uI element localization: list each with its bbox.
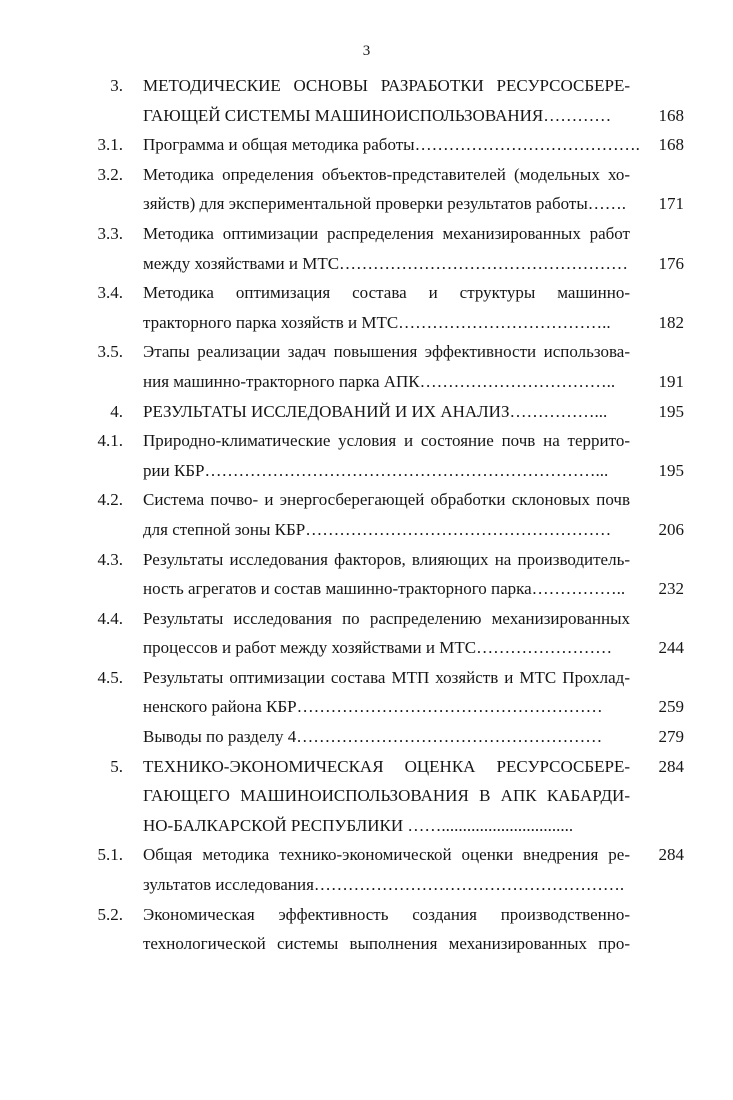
- toc-entry-title-line: Результаты исследования факторов, влияющих на производитель-: [143, 549, 630, 569]
- toc-entry-title-line: Экономическая эффективность создания производственно-: [143, 904, 630, 924]
- toc-entry-4[interactable]: [0, 397, 733, 427]
- toc-entry-4-1[interactable]: [0, 426, 733, 485]
- toc-entry-page: 168: [658, 105, 684, 125]
- toc-entry-page: 232: [658, 579, 684, 599]
- toc-entry-page: 284: [658, 845, 684, 865]
- toc-entry-number: 3.: [110, 76, 123, 95]
- toc-entry-5-2[interactable]: [0, 900, 733, 959]
- toc-entry-title-line: зультатов исследования……………………………………………….: [143, 875, 625, 895]
- toc-entry-3-4[interactable]: [0, 278, 733, 337]
- toc-entry-page: 195: [658, 460, 684, 480]
- toc-entry-number: 5.2.: [97, 904, 123, 924]
- toc-entry-page: 279: [658, 727, 684, 747]
- toc-entry-title-line: ТЕХНИКО-ЭКОНОМИЧЕСКАЯ ОЦЕНКА РЕСУРСОСБЕРЕ-: [143, 756, 630, 776]
- toc-entry-number: 4.3.: [97, 549, 123, 569]
- toc-entry-number: 4.2.: [97, 490, 123, 510]
- toc-entry-4-2[interactable]: [0, 485, 733, 544]
- toc-entry-3[interactable]: [0, 71, 733, 130]
- toc-entry-title-line: РЕЗУЛЬТАТЫ ИССЛЕДОВАНИЙ И ИХ АНАЛИЗ……………...: [143, 401, 608, 421]
- toc-entry-title-line: Природно-климатические условия и состояние почв на террито-: [143, 431, 630, 451]
- toc-entry-title-line: для степной зоны КБР………………………………………………: [143, 519, 612, 539]
- toc-entry-title-line: ГАЮЩЕЙ СИСТЕМЫ МАШИНОИСПОЛЬЗОВАНИЯ…………: [143, 105, 612, 125]
- toc-entry-page: 168: [658, 135, 684, 155]
- toc-entry-title-line: Методика оптимизация состава и структуры машинно-: [143, 283, 630, 303]
- toc-entry-title-line: Результаты исследования по распределению механизированных: [143, 608, 630, 628]
- toc-entry-number: 4.5.: [97, 667, 123, 687]
- toc-entry-number: 3.4.: [97, 283, 123, 303]
- toc-entry-title-line: МЕТОДИЧЕСКИЕ ОСНОВЫ РАЗРАБОТКИ РЕСУРСОСБЕРЕ-: [143, 76, 630, 95]
- toc-entry-title-line: между хозяйствами и МТС……………………………………………: [143, 253, 629, 273]
- toc-entry-number: 3.2.: [97, 164, 123, 184]
- toc-entry-number: 4.4.: [97, 608, 123, 628]
- toc-entry-3-5[interactable]: [0, 337, 733, 396]
- toc-entry-page: 171: [658, 194, 684, 214]
- toc-entry-page: 206: [658, 519, 684, 539]
- toc-entry-number: 4.: [110, 401, 123, 421]
- toc-entry-5-1[interactable]: [0, 840, 733, 899]
- toc-entry-title-line: Программа и общая методика работы………………………………….: [143, 135, 640, 155]
- table-of-contents: [0, 71, 733, 959]
- toc-entry-4-3[interactable]: [0, 545, 733, 604]
- toc-entry-title-line: процессов и работ между хозяйствами и МТС……………………: [143, 638, 613, 658]
- toc-entry-3-3[interactable]: [0, 219, 733, 278]
- toc-entry-title-line: ненского района КБР………………………………………………: [143, 697, 603, 717]
- toc-entry-title-line: Методика оптимизации распределения механизированных работ: [143, 223, 630, 243]
- toc-entry-title-line: НО-БАЛКАРСКОЙ РЕСПУБЛИКИ ……...............................: [143, 815, 574, 835]
- toc-entry-page: 176: [658, 253, 684, 273]
- toc-entry-number: 5.: [110, 756, 123, 776]
- page-number: 3: [362, 43, 371, 59]
- toc-entry-title-line: Методика определения объектов-представителей (модельных хо-: [143, 164, 630, 184]
- toc-entry-number: 3.3.: [97, 223, 123, 243]
- toc-entry-page: 284: [658, 756, 684, 776]
- toc-entry-title-line: Этапы реализации задач повышения эффективности использова-: [143, 342, 630, 362]
- toc-entry-5[interactable]: [0, 752, 733, 841]
- toc-entry-title-line: Общая методика технико-экономической оценки внедрения ре-: [143, 845, 630, 865]
- toc-entry-title-line: ГАЮЩЕГО МАШИНОИСПОЛЬЗОВАНИЯ В АПК КАБАРДИ-: [143, 786, 630, 806]
- toc-entry-title-line: Результаты оптимизации состава МТП хозяйств и МТС Прохлад-: [143, 667, 630, 687]
- toc-entry-page: 259: [658, 697, 684, 717]
- toc-entry-number: 5.1.: [97, 845, 123, 865]
- toc-entry-number: 3.5.: [97, 342, 123, 362]
- toc-entry-number: 3.1.: [97, 135, 123, 155]
- toc-entry-4-4[interactable]: [0, 604, 733, 663]
- toc-entry-title-line: ния машинно-тракторного парка АПК……………………………..: [143, 371, 616, 391]
- toc-entry-title-line: технологической системы выполнения механизированных про-: [143, 934, 630, 954]
- toc-entry-title-line: тракторного парка хозяйств и МТС………………………………..: [143, 312, 611, 332]
- toc-entry-3-1[interactable]: [0, 130, 733, 160]
- toc-entry-page: 182: [658, 312, 684, 332]
- toc-entry-title-line: ность агрегатов и состав машинно-тракторного парка……………..: [143, 579, 626, 599]
- toc-entry-page: 195: [658, 401, 684, 421]
- toc-entry-conclusions-4[interactable]: [0, 722, 733, 752]
- toc-entry-title-line: Выводы по разделу 4………………………………………………: [143, 727, 603, 747]
- toc-entry-3-2[interactable]: [0, 160, 733, 219]
- toc-entry-4-5[interactable]: [0, 663, 733, 722]
- toc-entry-number: 4.1.: [97, 431, 123, 451]
- toc-entry-page: 244: [658, 638, 684, 658]
- toc-entry-title-line: рии КБР……………………………………………………………...: [143, 460, 609, 480]
- toc-entry-title-line: Система почво- и энергосберегающей обработки склоновых почв: [143, 490, 630, 510]
- toc-entry-title-line: зяйств) для экспериментальной проверки результатов работы…….: [143, 194, 627, 214]
- toc-entry-page: 191: [658, 371, 684, 391]
